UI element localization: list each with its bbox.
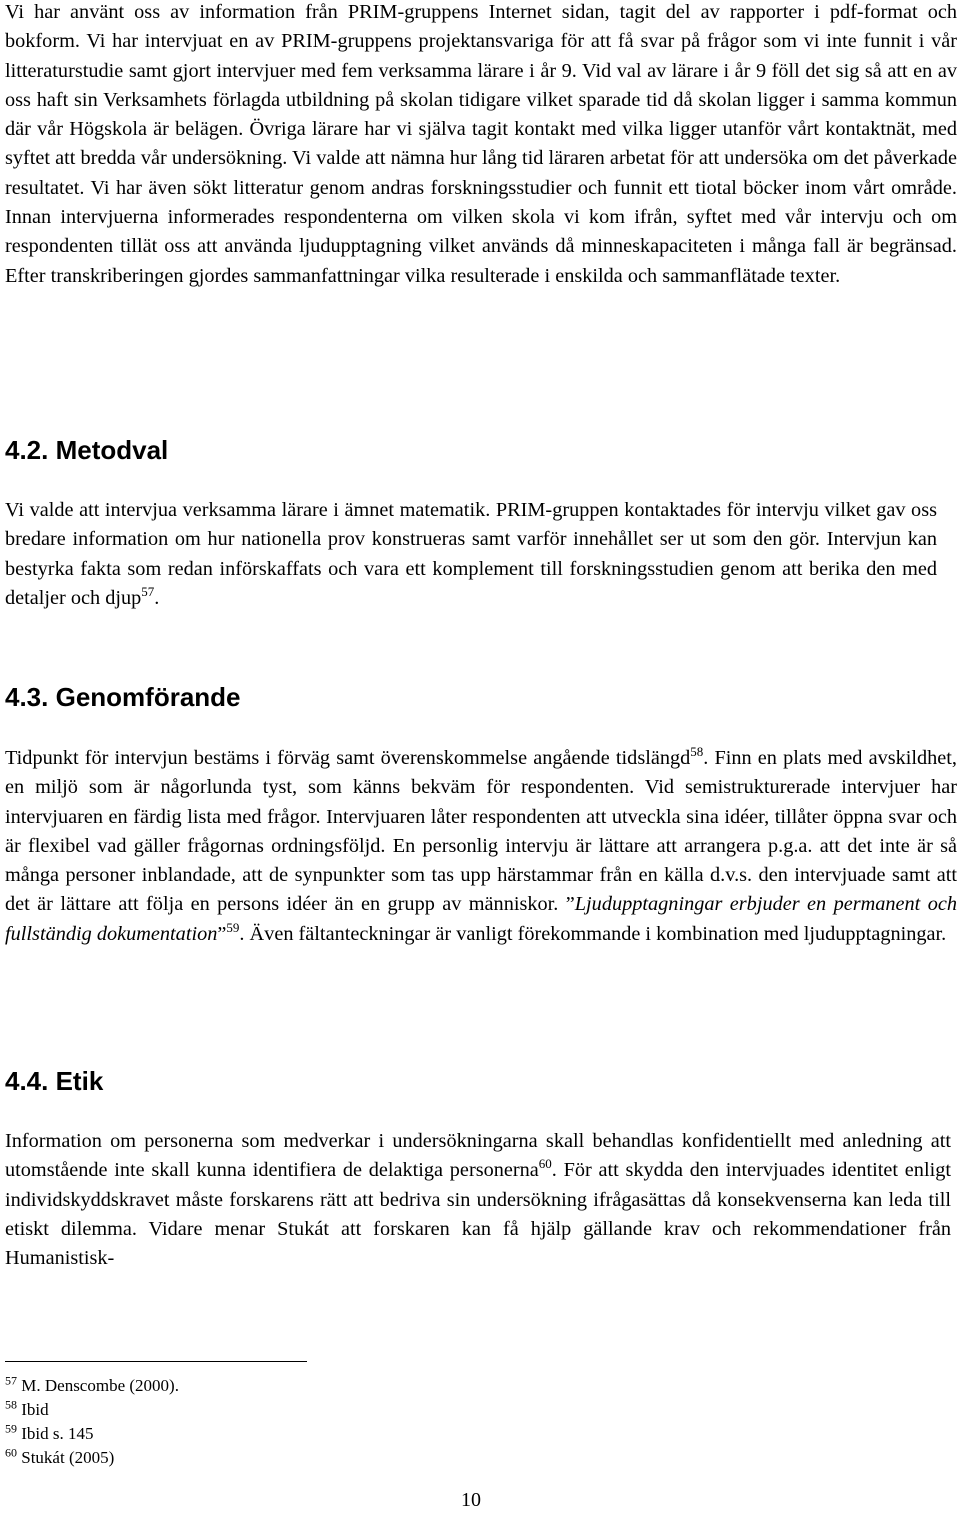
- footnote-number: 57: [5, 1373, 17, 1388]
- footnote-59: [5, 1422, 179, 1446]
- genomforande-text-a: Tidpunkt för intervjun bestäms i förväg samt överenskommelse angående tidslängd: [5, 747, 691, 769]
- metodval-text: Vi valde att intervjua verksamma lärare i ämnet matematik. PRIM-gruppen kontaktades för intervju vilket gav oss bredare information om hur nationella prov konstrueras samt varför innehållet ser ut som den gör. Intervjun kan bestyrka fakta som redan införskaffats och vara ett komplement till forskningsstudien genom att berika den med detaljer och djup: [5, 499, 937, 609]
- intro-paragraph: Vi har använt oss av information från PRIM-gruppens Internet sidan, tagit del av rapporter i pdf-format och bokform. Vi har intervjuat en av PRIM-gruppens projektansvariga för att få svar på frågor som vi inte funnit i vår litteraturstudie samt gjort intervjuer med fem verksamma lärare i år 9. Vid val av lärare i år 9 föll det sig så att en av oss haft sin Verksamhets förlagda utbildning på skolan tidigare vilket sparade tid då skolan ligger i samma kommun där vår Högskola är belägen. Övriga lärare har vi själva tagit kontakt med vilka ligger utanför vårt kontaktnät, med syftet att bredda vår undersökning. Vi valde att nämna hur lång tid läraren arbetat för att undersöka om det påverkade resultatet. Vi har även sökt litteratur genom andras forskningsstudier och funnit ett tiotal böcker inom vårt område. Innan intervjuerna informerades respondenterna om vilken skola vi kom ifrån, syftet med vår intervju och om respondenten tillät oss att använda ljudupptagning vilket används då minneskapaciteten i många fall är begränsad. Efter transkriberingen gjordes sammanfattningar vilka resulterade i enskilda och sammanflätade texter.: [5, 1, 957, 287]
- footnote-60: [5, 1446, 179, 1470]
- genomforande-paragraph: [5, 744, 957, 949]
- footnote-57: [5, 1374, 179, 1398]
- footnote-ref-58: 58: [690, 744, 704, 760]
- metodval-paragraph: [5, 496, 937, 613]
- footnote-ref-59: 59: [226, 920, 240, 936]
- footnote-text: Ibid: [21, 1400, 49, 1419]
- etik-paragraph: [5, 1127, 951, 1273]
- etik-text-a: Information om personerna som medverkar i undersökningarna skall behandlas konfidentiellt med anledning att utomstående inte skall kunna identifiera de delaktiga personerna: [5, 1130, 951, 1182]
- metodval-text-end: .: [154, 586, 160, 609]
- section-heading-metodval: 4.2. Metodval: [5, 435, 169, 465]
- footnote-ref-57: 57: [141, 584, 155, 600]
- footnote-number: 58: [5, 1397, 17, 1412]
- footnote-ref-60: 60: [538, 1156, 552, 1172]
- genomforande-text-d: . Även fältanteckningar är vanligt förekommande i kombination med ljudupptagningar.: [239, 922, 947, 945]
- footnote-58: [5, 1398, 179, 1422]
- genomforande-text-c: ”: [217, 922, 227, 945]
- footnote-divider: [5, 1361, 307, 1362]
- footnote-text: M. Denscombe (2000).: [21, 1376, 179, 1395]
- etik-text-b: . För att skydda den intervjuades identitet enligt individskyddskravet måste forskarens rätt att bedriva sin undersökning ifrågasättas då konsekvenserna kan leda till etiskt dilemma. Vidare menar Stukát att forskaren kan få hjälp gällande krav och rekommendationer från Humanistisk-: [5, 1159, 951, 1270]
- footnote-number: 59: [5, 1421, 17, 1436]
- footnote-number: 60: [5, 1445, 17, 1460]
- footnote-text: Ibid s. 145: [21, 1424, 94, 1443]
- genomforande-text-b: . Finn en plats med avskildhet, en miljö som är någorlunda tyst, som känns bekväm för respondenten. Vid semistrukturerade intervjuer har intervjuaren en färdig lista med frågor. Intervjuaren låter respondenten att utveckla sina idéer, tillåter öppna svar och är flexibel vad gäller frågornas ordningsföljd. En personlig intervju är lättare att arrangera p.g.a. att det inte är så många personer inblandade, att de synpunkter som tas upp härstammar från en källa d.v.s. den intervjuade samt att det är lättare att följa en persons idéer än en grupp av människor. ”: [5, 747, 957, 916]
- footnotes: [5, 1374, 179, 1470]
- footnote-text: Stukát (2005): [21, 1448, 115, 1467]
- page-number: 10: [461, 1489, 481, 1511]
- genomforande-quote: Ljudupptagningar erbjuder en permanent och fullständig dokumentation: [5, 893, 957, 945]
- section-heading-etik: 4.4. Etik: [5, 1066, 104, 1096]
- section-heading-genomforande: 4.3. Genomförande: [5, 682, 241, 712]
